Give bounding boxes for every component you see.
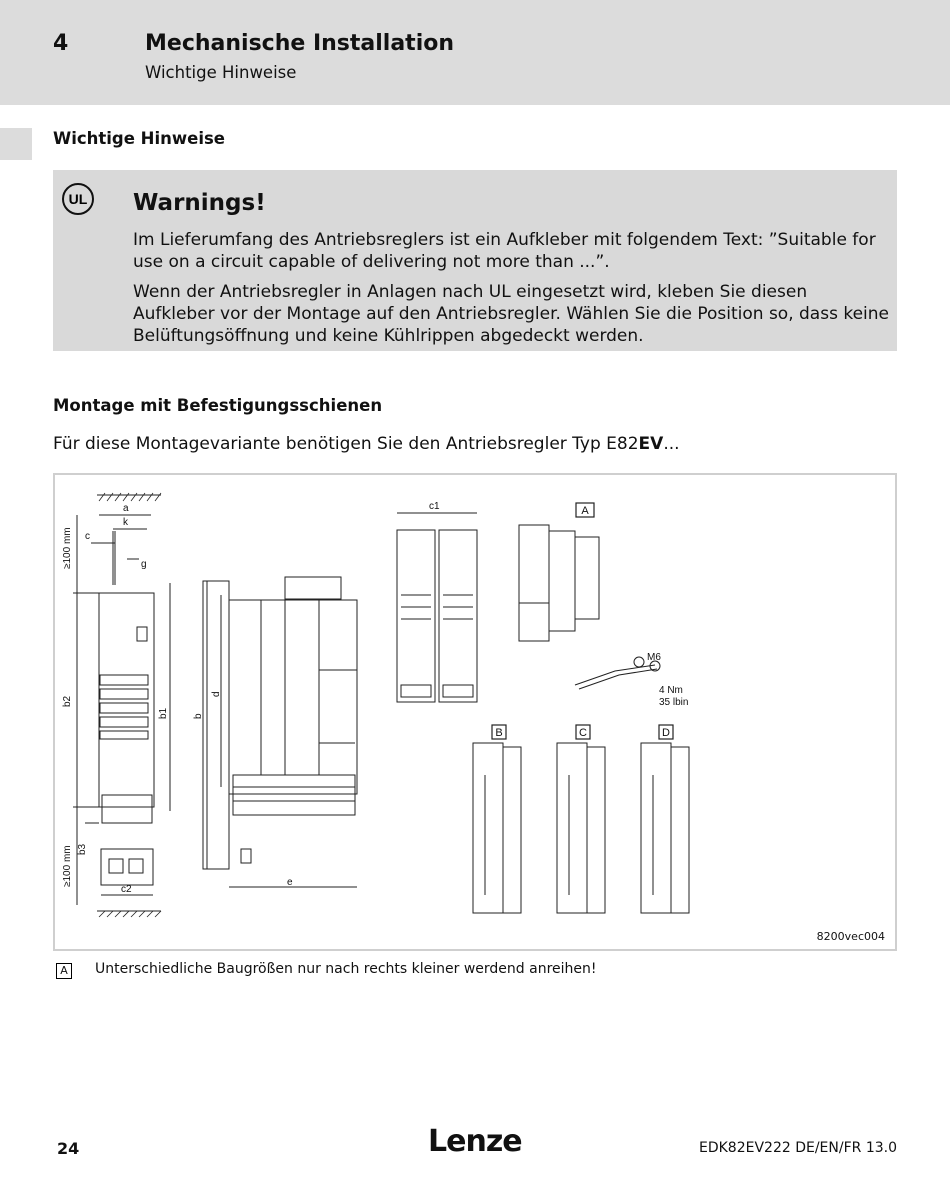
svg-text:≥100 mm: ≥100 mm xyxy=(62,527,73,569)
svg-text:M6: M6 xyxy=(647,652,661,663)
svg-text:b2: b2 xyxy=(62,695,73,707)
svg-text:b3: b3 xyxy=(77,843,88,855)
warning-paragraph: Wenn der Antriebsregler in Anlagen nach UL eingesetzt wird, kleben Sie diesen Aufkleber vor der Montage auf den Antriebsregler. Wählen Sie die Position so, dass keine Belüftungsöffnung und keine Kühlrippen abgedeckt werden. xyxy=(133,282,889,346)
chapter-subtitle: Wichtige Hinweise xyxy=(145,63,297,82)
svg-text:B: B xyxy=(495,727,503,739)
svg-text:k: k xyxy=(123,517,128,528)
page-number: 24 xyxy=(57,1139,80,1158)
paired-units xyxy=(397,513,477,702)
side-tab xyxy=(0,128,32,160)
intro-text: Für diese Montagevariante benötigen Sie den Antriebsregler Typ E82EV... xyxy=(53,434,680,454)
subsection-heading: Montage mit Befestigungsschienen xyxy=(53,396,383,415)
section-heading: Wichtige Hinweise xyxy=(53,129,225,148)
chapter-header xyxy=(0,0,950,105)
chapter-number: 4 xyxy=(53,31,69,56)
svg-text:a: a xyxy=(123,503,129,514)
warning-box xyxy=(53,170,897,351)
svg-text:35 lbin: 35 lbin xyxy=(659,697,689,708)
svg-text:c2: c2 xyxy=(121,884,132,895)
svg-text:4 Nm: 4 Nm xyxy=(659,685,683,696)
note-text: Unterschiedliche Baugrößen nur nach rechts kleiner werdend anreihen! xyxy=(95,961,597,977)
mounting-figure xyxy=(53,473,897,951)
warning-title: Warnings! xyxy=(133,190,266,216)
document-id: EDK82EV222 DE/EN/FR 13.0 xyxy=(699,1140,897,1156)
ul-mark-icon xyxy=(61,182,95,216)
svg-text:g: g xyxy=(141,559,147,570)
figure-id: 8200vec004 xyxy=(816,930,885,943)
svg-text:e: e xyxy=(287,877,293,888)
size-arrangement xyxy=(519,503,599,641)
svg-text:c1: c1 xyxy=(429,501,440,512)
note-marker: A xyxy=(56,963,72,979)
svg-text:UL: UL xyxy=(68,191,88,207)
svg-text:C: C xyxy=(579,727,587,739)
svg-text:D: D xyxy=(662,727,670,739)
svg-text:A: A xyxy=(581,505,589,517)
warning-paragraph: Im Lieferumfang des Antriebsreglers ist ein Aufkleber mit folgendem Text: ”Suitable for use on a circuit capable of delivering not more than ...”. xyxy=(133,230,876,272)
svg-text:≥100 mm: ≥100 mm xyxy=(62,845,73,887)
chapter-title: Mechanische Installation xyxy=(145,31,455,56)
svg-text:d: d xyxy=(211,691,222,697)
svg-text:c: c xyxy=(85,531,90,542)
side-view xyxy=(203,577,357,887)
svg-text:b: b xyxy=(193,713,204,719)
rail-sequences xyxy=(473,725,689,913)
lenze-logo: Lenze xyxy=(428,1124,522,1159)
mounting-drawing xyxy=(55,475,895,949)
svg-text:b1: b1 xyxy=(158,707,169,719)
